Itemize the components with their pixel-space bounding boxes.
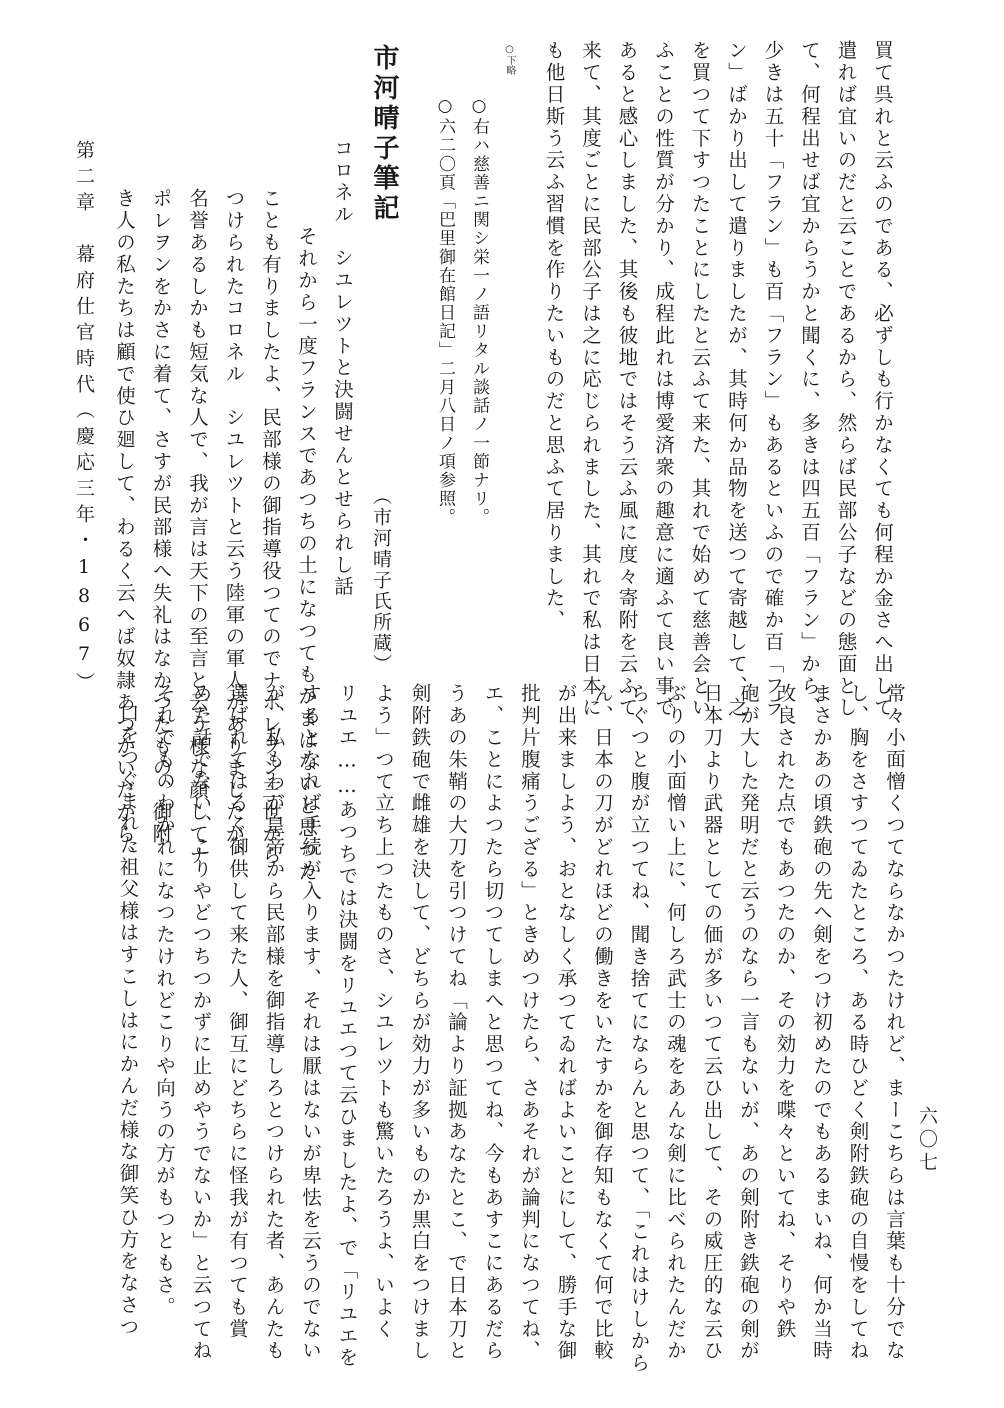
text-line: 買て呉れと云ふのである、必ずしも行かなくても何程か金さへ出して xyxy=(871,40,894,719)
omission-mark: ○下略 xyxy=(504,44,515,75)
text-line: 砲が大した発明だと云うのなら一言もないが、あの剣附き鉄砲の剣が xyxy=(737,683,760,1362)
section-subheading: コロネル シユレツトと決闘せんとせられし話 xyxy=(331,138,354,598)
text-line: 選ばれてはるく御供して来た人、御互にどちらに怪我が有つても賞 xyxy=(226,683,249,1340)
text-line: つけられたコロネル シユレツトと云う陸軍の軍人がありましたが、 xyxy=(222,188,246,867)
text-line: 来て、其度ごとに民部公子は之に応じられました、其れで私は日本に xyxy=(579,40,602,719)
text-line: らぐつと腹が立つてね、聞き捨てにならんと思つて、「これはけしから xyxy=(627,683,651,1375)
text-line: あると感心しました、其後も彼地ではそう云ふ風に度々寄附を云ふて xyxy=(615,40,639,719)
text-line: うあの朱鞘の大刀を引つけてね「論より証拠あなたとこ、で日本刀と xyxy=(445,683,468,1362)
text-line: それでものわかれになつたけれどこりや向うの方がもつともさ。 xyxy=(153,683,176,1319)
text-line: よう」つて立ち上つたものさ、シユレツトも驚いたろうよ、いよく xyxy=(372,683,395,1340)
text-line: それから一度フランスであつちの土になつてもかまはないと思つた xyxy=(295,226,318,883)
text-line: 少きは五十「フラン」も百「フラン」もあるといふので確か百「フラ xyxy=(761,40,785,719)
text-line: ポレヲンをかさに着て、さすが民部様へ失礼はなかつたもの、御附 xyxy=(149,188,173,845)
text-line: が、私もわが皇帝から民部様を御指導しろとつけられた者、あんたも xyxy=(262,683,286,1362)
text-line: 遣れば宜いのだと云ことであるから、然らば民部公子などの態面とし xyxy=(834,40,858,719)
text-line: し、胸をさすつてゐたところ、ある時ひどく剣附鉄砲の自慢をしてね xyxy=(846,683,870,1362)
upper-right-text xyxy=(535,40,900,719)
reference-note: ○右ハ慈善ニ関シ栄一ノ語リタル談話ノ一節ナリ。 xyxy=(469,96,489,527)
text-line: 日本刀より武器としての価が多いつて云ひ出して、その威圧的な云ひ xyxy=(700,683,724,1362)
text-line: するとなれば手続が入ります、それは厭はないが卑怯を云うのでない xyxy=(299,683,322,1362)
lower-text xyxy=(109,683,912,1375)
text-line: 剣附鉄砲で雌雄を決して、どちらが効力が多いものか黒白をつけまし xyxy=(408,683,432,1362)
text-line: まさかあの頃鉄砲の先へ剣をつけ初めたのでもあるまいね、何か当時 xyxy=(810,683,833,1362)
text-line: ことも有りましたよ、民部様の御指導役つてのでナポレヲン三世から xyxy=(259,188,282,867)
text-line: 名誉あるしかも短気な人で、我が言は天下の至言と云う様な顔してナ xyxy=(186,188,209,867)
text-line: ぶりの小面憎い上に、何しろ武士の魂をあんな剣に比べられたんだか xyxy=(664,683,687,1362)
section-source: （市河晴子氏所蔵） xyxy=(370,486,392,675)
text-line: を買つて下すつたことにしたと云ふて来た、其れで始めて慈善会とい xyxy=(688,40,712,719)
text-line: めた話でない、こりやどつちつかずに止めやうでないか」と云つてね xyxy=(189,683,213,1362)
reference-note: ○六二〇頁「巴里御在館日記」二月八日ノ項参照。 xyxy=(435,96,455,527)
text-line: リユエ……あつちでは決闘をリユエつて云ひましたよ、で「リユエを xyxy=(335,683,359,1369)
text-line: ん、日本の刀がどれほどの働きをいたすかを御存知もなくて何で比較 xyxy=(591,683,614,1362)
text-line: が出来ましよう、おとなしく承つてゐればよいことにして、勝手な御 xyxy=(554,683,578,1362)
text-line: て、何程出せば宜からうかと聞くに、多きは四五百「フラン」から、 xyxy=(798,40,821,719)
text-line: も他日斯う云ふ習慣を作りたいものだと思ふて居りました、 xyxy=(542,40,566,632)
text-line: き人の私たちは顧で使ひ廻して、わるく云へば奴隷あつかいだから、 xyxy=(113,188,136,867)
text-line: ン」ばかり出して遣りましたが、其時何か品物を送つて寄越して、之 xyxy=(725,40,748,719)
text-line: 改良された点でもあつたのか、その効力を喋々といてね、そりや鉄 xyxy=(773,683,797,1340)
reference-notes xyxy=(428,96,496,676)
section-heading: 市河晴子筆記 xyxy=(369,44,399,224)
text-line: 批判片腹痛うござる」ときめつけたら、さあそれが論判になつてね、 xyxy=(518,683,541,1362)
text-line: エ、ことによつたら切つてしまへと思つてね、今もあすこにあるだら xyxy=(481,683,505,1362)
text-line: 口をつぐまれた祖父様はすこしはにかんだ様な御笑ひ方をなさつ xyxy=(116,703,140,1339)
text-line: 常々小面憎くつてならなかつたけれど、まーこちらは言葉も十分でな xyxy=(883,683,906,1362)
text-line: ふことの性質が分かり、成程此れは博愛済衆の趣意に適ふて良い事で xyxy=(652,40,675,719)
running-header: 第二章 幕府仕官時代（慶応三年・1867） xyxy=(73,140,95,698)
page-number: 六〇七 xyxy=(916,1106,938,1175)
